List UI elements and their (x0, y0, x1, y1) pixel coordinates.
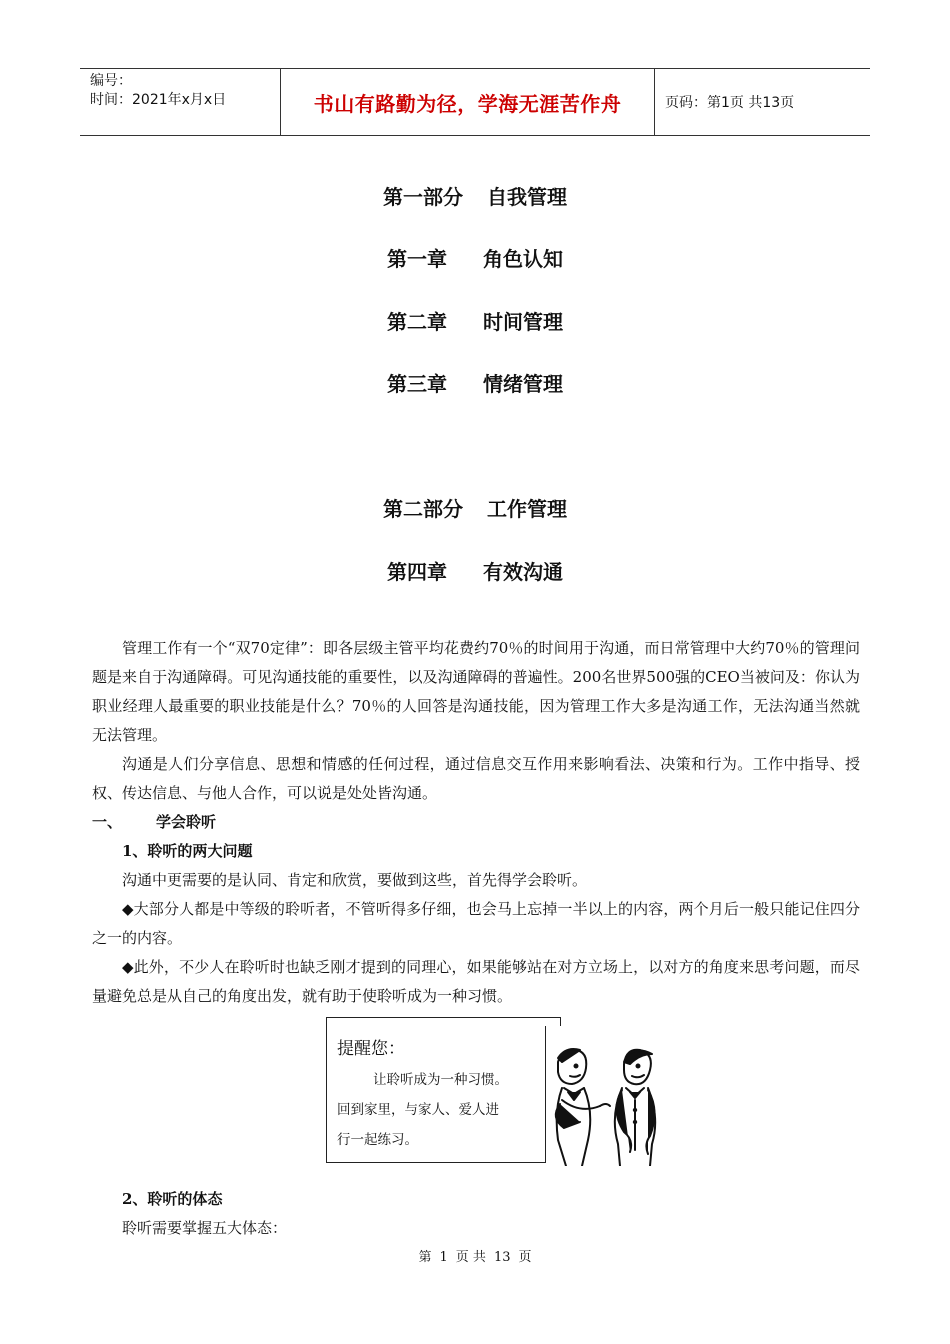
chapter2-label: 第二章 (387, 310, 447, 334)
chapter1-heading (0, 243, 950, 272)
paragraph-communication-definition: 沟通是人们分享信息、思想和情感的任何过程，通过信息交互作用来影响看法、决策和行为。工作中指导、授权、传达信息、与他人合作，可以说是处处皆沟通。 (92, 755, 860, 802)
footer-mid: 页 共 (455, 1250, 486, 1265)
paragraph-double70: 管理工作有一个“双70定律”：即各层级主管平均花费约70％的时间用于沟通，而日常管理中大约70％的管理问题是来自于沟通障碍。可见沟通技能的重要性，以及沟通障碍的普遍性。200名世界500强的CEO当被问及：你认为职业经理人最重要的职业技能是什么？70％的人回答是沟通技能，因为管理工作大多是沟通工作，无法沟通当然就无法管理。 (92, 639, 860, 744)
reminder-box (326, 1017, 546, 1163)
paragraph-bullet-average-listener: ◆大部分人都是中等级的聆听者，不管听得多仔细，也会马上忘掉一半以上的内容，两个月后一般只能记住四分之一的内容。 (92, 900, 860, 947)
chapter4-title: 有效沟通 (483, 560, 563, 584)
header-table (80, 68, 870, 136)
part2-title: 工作管理 (487, 497, 567, 521)
page-info-text: 页码：第1页 共13页 (665, 95, 795, 111)
chapter2-heading (0, 306, 950, 335)
reminder-box-flap (544, 1017, 561, 1026)
reminder-line-3: 行一起练习。 (337, 1132, 418, 1148)
motto-cell (281, 69, 655, 135)
footer-page-number: 1 (439, 1250, 448, 1265)
footer-suffix: 页 (518, 1250, 532, 1265)
reminder-line-1: 让聆听成为一种习惯。 (373, 1072, 508, 1088)
chapter3-label: 第三章 (387, 372, 447, 396)
paragraph-bullet-empathy: ◆此外，不少人在聆听时也缺乏刚才提到的同理心，如果能够站在对方立场上，以对方的角度来思考问题，而尽量避免总是从自己的角度出发，就有助于使聆听成为一种习惯。 (92, 958, 860, 1005)
chapter4-heading (0, 556, 950, 585)
reminder-line-2: 回到家里，与家人、爱人进 (337, 1102, 499, 1118)
part2-label: 第二部分 (383, 497, 463, 521)
chapter4-label: 第四章 (387, 560, 447, 584)
number-label: 编号： (90, 73, 132, 89)
section-heading-listening (92, 808, 860, 837)
part1-heading (0, 181, 950, 210)
paragraph-recognition: 沟通中更需要的是认同、肯定和欣赏，要做到这些，首先得学会聆听。 (122, 871, 588, 889)
chapter1-title: 角色认知 (483, 247, 563, 271)
footer-prefix: 第 (418, 1250, 432, 1265)
part1-label: 第一部分 (383, 185, 463, 209)
subheading-posture: 2、聆听的体态 (122, 1190, 223, 1208)
section-title: 学会聆听 (156, 813, 217, 831)
motto-text: 书山有路勤为径，学海无涯苦作舟 (313, 91, 622, 116)
page-footer (0, 1246, 950, 1265)
chapter1-label: 第一章 (387, 247, 447, 271)
cartoon-two-gentlemen-icon (540, 1040, 665, 1166)
chapter3-heading (0, 368, 950, 397)
chapter2-title: 时间管理 (483, 310, 563, 334)
chapter3-title: 情绪管理 (483, 372, 563, 396)
header-meta-cell (80, 69, 281, 135)
part1-title: 自我管理 (487, 185, 567, 209)
footer-total-pages: 13 (493, 1250, 511, 1265)
section-number: 一、 (92, 813, 123, 831)
reminder-title: 提醒您： (337, 1039, 405, 1059)
paragraph-five-postures: 聆听需要掌握五大体态： (122, 1219, 288, 1237)
part2-heading (0, 493, 950, 522)
time-label: 时间：2021年x月x日 (90, 92, 227, 108)
page-info-cell (655, 69, 870, 135)
subheading-two-problems: 1、聆听的两大问题 (122, 842, 253, 860)
